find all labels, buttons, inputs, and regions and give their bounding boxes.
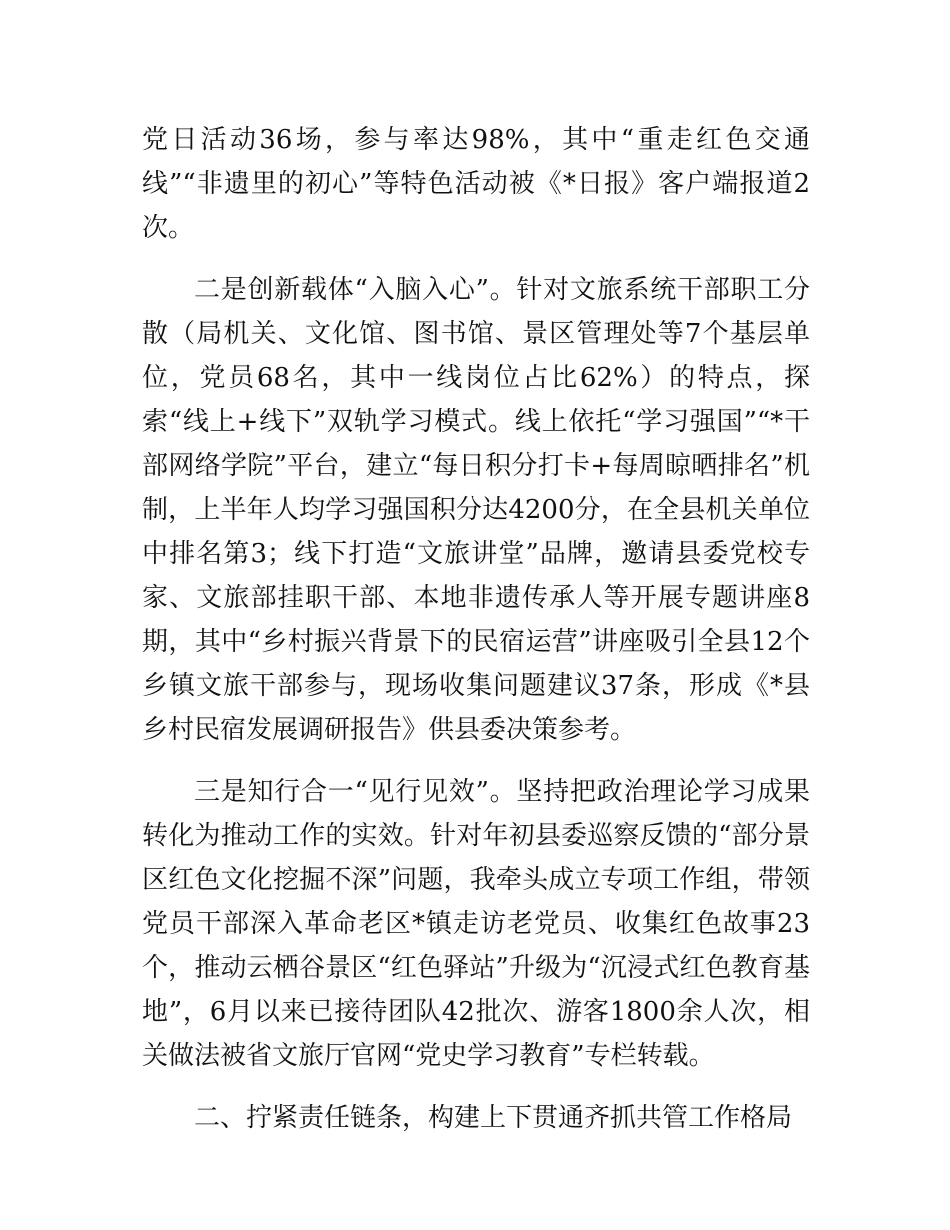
paragraph-continued: 党日活动36场，参与率达98%，其中“重走红色交通线”“非遗里的初心”等特色活动被《*日报》客户端报道2次。 [142, 125, 810, 243]
document-body [142, 118, 810, 1140]
section-heading: 二、拧紧责任链条，构建上下贯通齐抓共管工作格局 [194, 1103, 793, 1133]
paragraph-point-two: 二是创新载体“入脑入心”。针对文旅系统干部职工分散（局机关、文化馆、图书馆、景区管理处等7个基层单位，党员68名，其中一线岗位占比62%）的特点，探索“线上+线下”双轨学习模式。线上依托“学习强国”“*干部网络学院”平台，建立“每日积分打卡+每周晾晒排名”机制，上半年人均学习强国积分达4200分，在全县机关单位中排名第3；线下打造“文旅讲堂”品牌，邀请县委党校专家、文旅部挂职干部、本地非遗传承人等开展专题讲座8期，其中“乡村振兴背景下的民宿运营”讲座吸引全县12个乡镇文旅干部参与，现场收集问题建议37条，形成《*县乡村民宿发展调研报告》供县委决策参考。 [142, 275, 810, 745]
paragraph-point-three: 三是知行合一“见行见效”。坚持把政治理论学习成果转化为推动工作的实效。针对年初县委巡察反馈的“部分景区红色文化挖掘不深”问题，我牵头成立专项工作组，带领党员干部深入革命老区*镇走访老党员、收集红色故事23个，推动云栖谷景区“红色驿站”升级为“沉浸式红色教育基地”，6月以来已接待团队42批次、游客1800余人次，相关做法被省文旅厅官网“党史学习教育”专栏转载。 [142, 777, 810, 1071]
